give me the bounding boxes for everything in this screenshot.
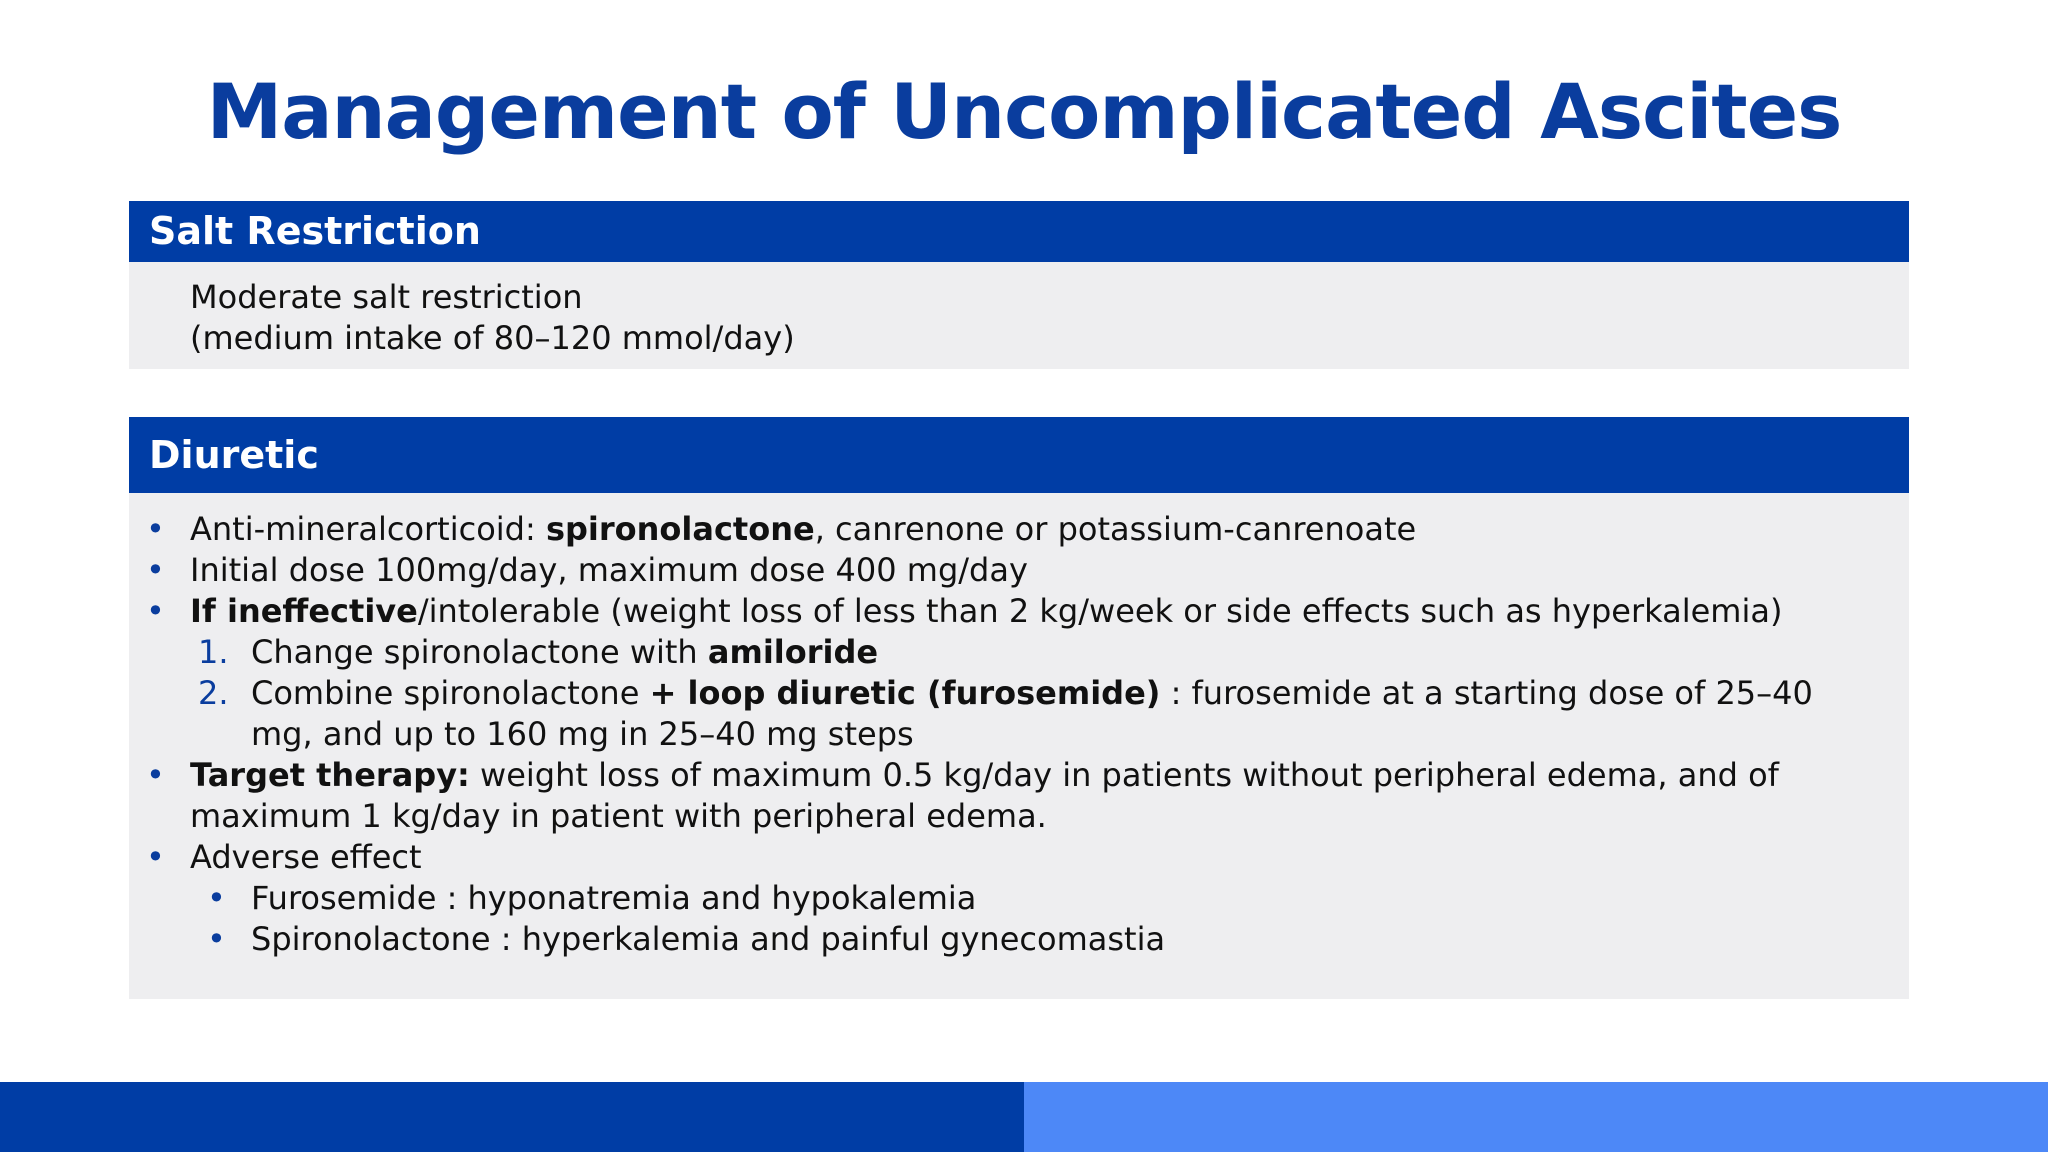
list-item-continuation: maximum 1 kg/day in patient with peripheral edema. xyxy=(190,797,1047,835)
list-number: 2. xyxy=(198,674,229,712)
page-title: Management of Uncomplicated Ascites xyxy=(206,67,1842,156)
list-number: 1. xyxy=(198,633,229,671)
bullet-icon: • xyxy=(207,879,226,917)
list-item: • Initial dose 100mg/day, maximum dose 400 mg/day xyxy=(146,551,1028,589)
bullet-icon: • xyxy=(146,756,165,794)
footer-bar-left xyxy=(0,1082,1024,1152)
list-item: • Anti-mineralcorticoid: spironolactone, canrenone or potassium-canrenoate xyxy=(146,510,1417,548)
salt-restriction-header: Salt Restriction xyxy=(129,201,1909,262)
numbered-item-continuation: mg, and up to 160 mg in 25–40 mg steps xyxy=(251,715,914,753)
list-item: • Target therapy: weight loss of maximum 0.5 kg/day in patients without peripheral edema, and of xyxy=(146,756,1779,794)
salt-line-1: Moderate salt restriction xyxy=(190,278,583,316)
list-item: • If ineffective/intolerable (weight loss of less than 2 kg/week or side effects such as hyperkalemia) xyxy=(146,592,1783,630)
diuretic-header: Diuretic xyxy=(129,417,1909,493)
salt-restriction-section xyxy=(129,201,1909,369)
sub-list-item: • Furosemide : hyponatremia and hypokalemia xyxy=(207,879,977,917)
numbered-item: 1. Change spironolactone with amiloride xyxy=(198,633,879,671)
bullet-icon: • xyxy=(146,838,165,876)
diuretic-section xyxy=(129,417,1909,999)
salt-line-2: (medium intake of 80–120 mmol/day) xyxy=(190,319,795,357)
diuretic-body xyxy=(129,493,1909,960)
bullet-icon: • xyxy=(146,592,165,630)
bullet-icon: • xyxy=(146,510,165,548)
numbered-item: 2. Combine spironolactone + loop diuretic (furosemide) : furosemide at a starting dose of 25–40 xyxy=(198,674,1813,712)
footer-bar-right xyxy=(1024,1082,2048,1152)
sub-list-item: • Spironolactone : hyperkalemia and painful gynecomastia xyxy=(207,920,1166,958)
bullet-icon: • xyxy=(207,920,226,958)
salt-restriction-body xyxy=(129,262,1909,359)
bullet-icon: • xyxy=(146,551,165,589)
list-item: • Adverse effect xyxy=(146,838,422,876)
